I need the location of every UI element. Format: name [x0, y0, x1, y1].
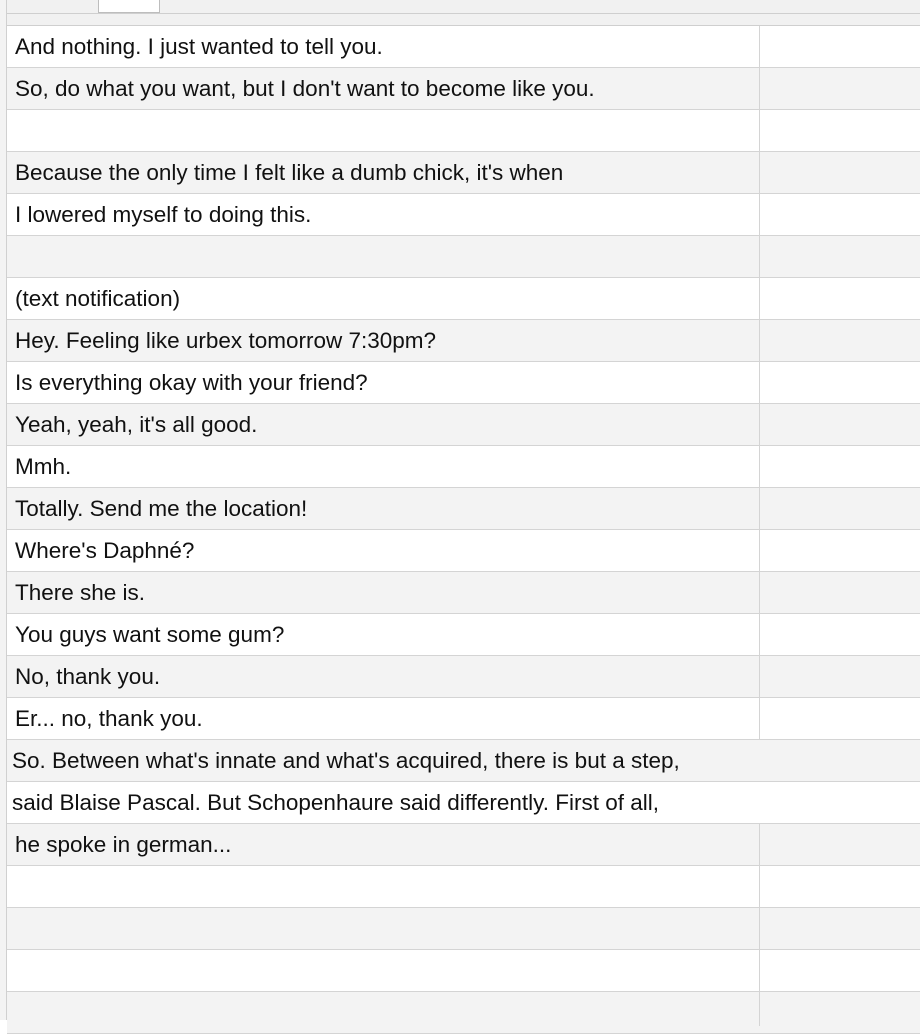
table-row[interactable] — [7, 992, 920, 1034]
cell-text[interactable]: Because the only time I felt like a dumb chick, it's when — [15, 160, 564, 185]
cell-text[interactable]: So, do what you want, but I don't want to become like you. — [15, 76, 595, 101]
merged-cell-cover — [758, 740, 762, 781]
table-row[interactable] — [7, 68, 920, 110]
merged-cell-cover — [758, 782, 762, 823]
table-row[interactable] — [7, 236, 920, 278]
sheet-toolbar-strip — [0, 0, 920, 26]
table-row[interactable] — [7, 950, 920, 992]
table-row[interactable] — [7, 908, 920, 950]
cell-text[interactable]: Hey. Feeling like urbex tomorrow 7:30pm? — [15, 328, 437, 353]
cell-text[interactable]: said Blaise Pascal. But Schopenhaure said differently. First of all, — [12, 790, 660, 815]
table-row[interactable] — [7, 530, 920, 572]
table-row[interactable] — [7, 782, 920, 824]
cell-text[interactable]: (text notification) — [15, 286, 181, 311]
table-row[interactable] — [7, 656, 920, 698]
table-row[interactable] — [7, 362, 920, 404]
table-row[interactable] — [7, 446, 920, 488]
cell-text[interactable]: You guys want some gum? — [15, 622, 285, 647]
table-row[interactable] — [7, 194, 920, 236]
cell-text[interactable]: So. Between what's innate and what's acquired, there is but a step, — [12, 748, 680, 773]
table-row[interactable] — [7, 404, 920, 446]
table-row[interactable] — [7, 110, 920, 152]
cell-text[interactable]: I lowered myself to doing this. — [15, 202, 312, 227]
table-row[interactable] — [7, 152, 920, 194]
table-row[interactable] — [7, 320, 920, 362]
column-divider[interactable] — [759, 26, 760, 1026]
cell-text[interactable]: Mmh. — [15, 454, 72, 479]
table-row[interactable] — [7, 698, 920, 740]
cell-text[interactable]: Where's Daphné? — [15, 538, 195, 563]
spreadsheet-grid — [7, 26, 920, 1034]
table-row[interactable] — [7, 740, 920, 782]
cell-text[interactable]: he spoke in german... — [15, 832, 232, 857]
toolbar-divider — [0, 13, 920, 14]
sheet-tab[interactable] — [98, 0, 160, 13]
cell-text[interactable]: Is everything okay with your friend? — [15, 370, 368, 395]
row-header-gutter — [0, 0, 7, 1020]
table-row[interactable] — [7, 866, 920, 908]
cell-text[interactable]: Totally. Send me the location! — [15, 496, 308, 521]
table-row[interactable] — [7, 278, 920, 320]
cell-text[interactable]: And nothing. I just wanted to tell you. — [15, 34, 383, 59]
table-row[interactable] — [7, 824, 920, 866]
table-row[interactable] — [7, 614, 920, 656]
table-row[interactable] — [7, 26, 920, 68]
cell-text[interactable]: No, thank you. — [15, 664, 161, 689]
cell-text[interactable]: Yeah, yeah, it's all good. — [15, 412, 258, 437]
cell-text[interactable]: Er... no, thank you. — [15, 706, 203, 731]
table-row[interactable] — [7, 488, 920, 530]
table-row[interactable] — [7, 572, 920, 614]
cell-text[interactable]: There she is. — [15, 580, 146, 605]
